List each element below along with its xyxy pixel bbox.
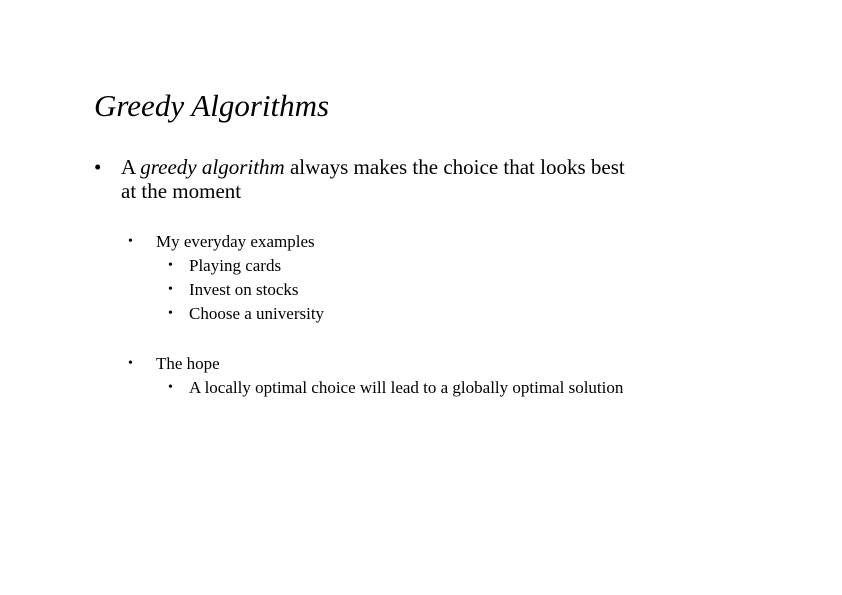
examples-bullet	[128, 232, 528, 252]
example-item: Playing cards	[189, 256, 282, 275]
list-item	[168, 304, 568, 324]
example-item: Choose a university	[189, 304, 325, 323]
main-bullet-line1	[121, 155, 625, 179]
bullet-icon: •	[94, 155, 102, 179]
list-item	[168, 378, 768, 398]
hope-heading: The hope	[156, 354, 220, 373]
list-item	[168, 256, 568, 276]
examples-heading: My everyday examples	[156, 232, 315, 251]
bullet-icon: •	[168, 306, 173, 321]
bullet-icon: •	[168, 258, 173, 273]
list-item	[168, 280, 568, 300]
bullet-icon: •	[168, 380, 173, 395]
hope-item: A locally optimal choice will lead to a globally optimal solution	[189, 378, 624, 397]
main-bullet-rest: always makes the choice that looks best	[284, 155, 625, 179]
main-bullet-prefix: A	[121, 155, 141, 179]
hope-bullet	[128, 354, 528, 374]
main-bullet-emphasis: greedy algorithm	[140, 155, 285, 179]
bullet-icon: •	[128, 356, 133, 371]
example-item: Invest on stocks	[189, 280, 299, 299]
main-bullet-line2: at the moment	[121, 179, 242, 203]
bullet-icon: •	[128, 234, 133, 249]
main-bullet	[94, 155, 794, 205]
bullet-icon: •	[168, 282, 173, 297]
slide-title: Greedy Algorithms	[94, 88, 330, 123]
